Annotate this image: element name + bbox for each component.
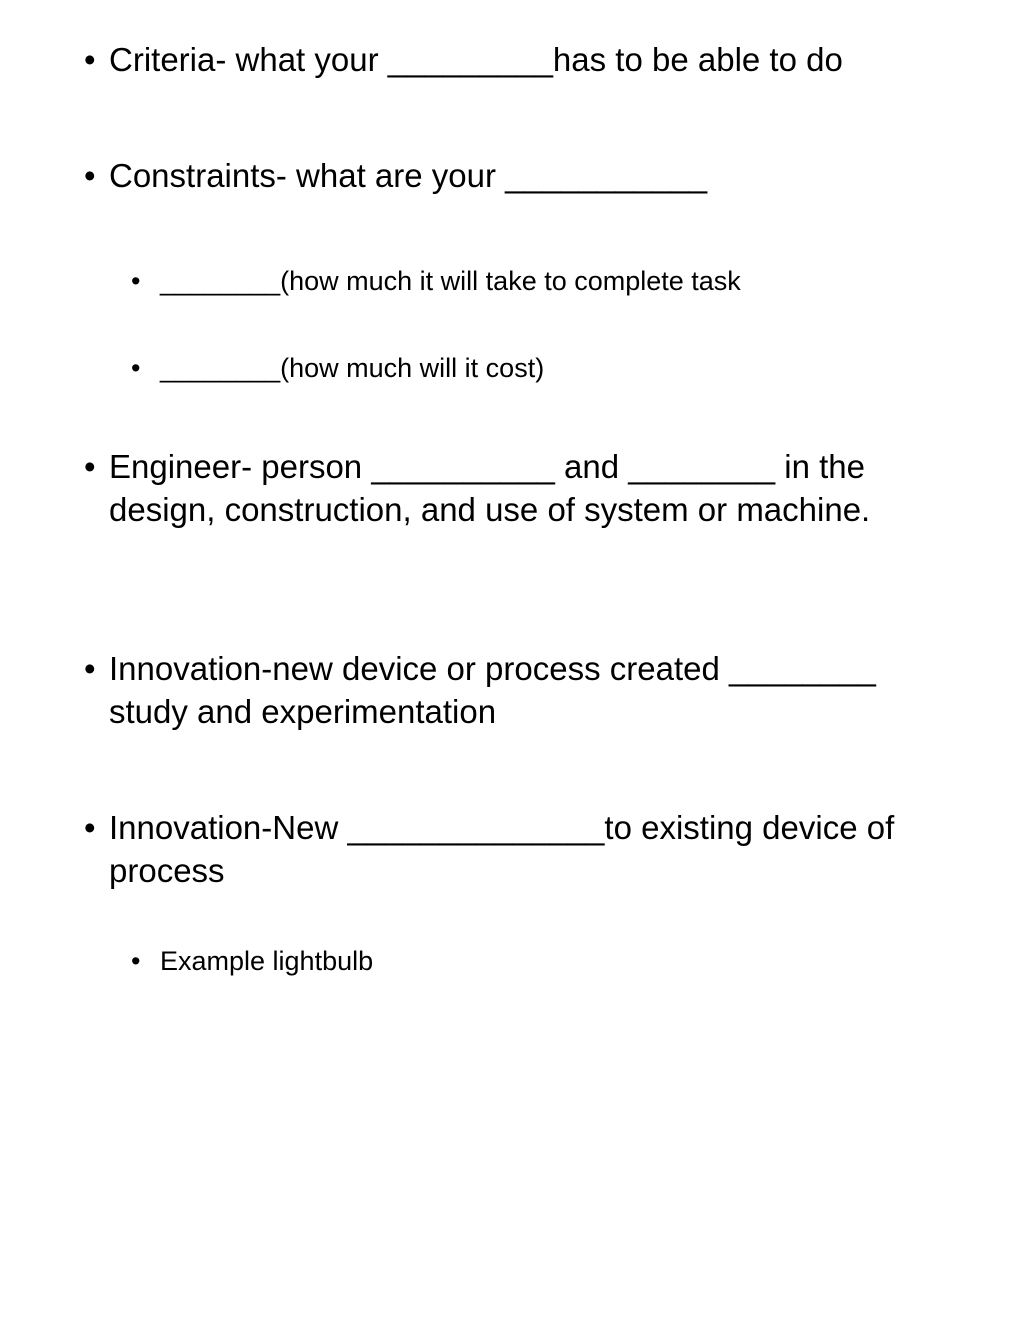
bullet-innovation-new-device [84,647,944,733]
subbullet-time [131,264,951,298]
subbullet-cost [131,351,951,385]
bullet-innovation-change [84,806,944,892]
subbullet-text: Example lightbulb [160,946,374,976]
bullet-text: Innovation-New ______________to existing device of process [109,809,895,889]
bullet-text: Constraints- what are your ___________ [109,157,708,194]
subbullet-marker: • [131,946,141,976]
bullet-marker: • [84,809,96,846]
subbullet-marker: • [131,266,141,296]
bullet-marker: • [84,157,96,194]
bullet-marker: • [84,650,96,687]
bullet-constraints [84,154,944,197]
subbullet-example [131,944,951,978]
bullet-marker: • [84,41,96,78]
bullet-marker: • [84,448,96,485]
subbullet-marker: • [131,353,141,383]
subbullet-text: ________(how much will it cost) [160,353,545,383]
bullet-text: Engineer- person __________ and ________ in the design, construction, and use of system or machine. [109,448,871,528]
bullet-criteria [84,38,944,81]
bullet-text: Criteria- what your _________has to be able to do [109,41,843,78]
subbullet-text: ________(how much it will take to complete task [160,266,741,296]
bullet-engineer [84,445,944,531]
bullet-text: Innovation-new device or process created ________ study and experimentation [109,650,876,730]
